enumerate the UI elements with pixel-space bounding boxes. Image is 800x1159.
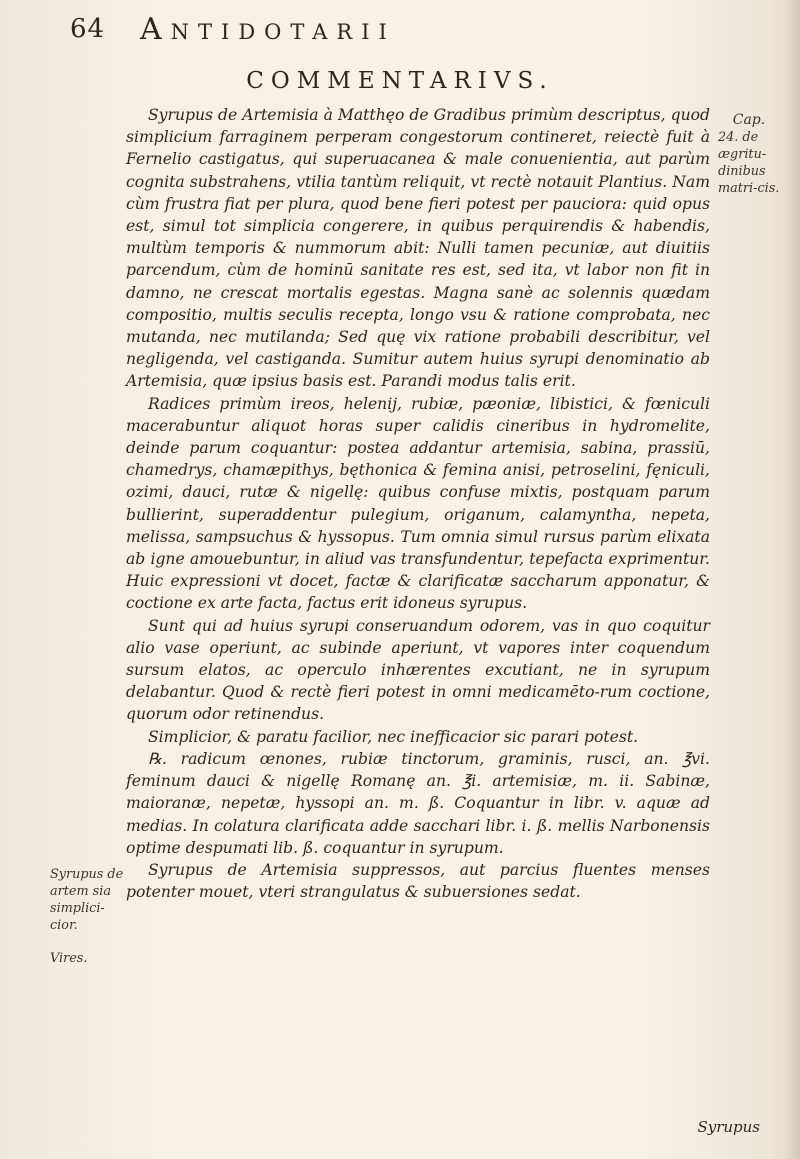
margin-note-left-vires: Vires. xyxy=(50,951,88,966)
page-number: 64 xyxy=(70,14,106,44)
running-title: Antidotarii xyxy=(140,12,396,47)
catchword: Syrupus xyxy=(697,1118,760,1136)
margin-note-left-simplicior: Syrupus de artem sia simplici-cior. xyxy=(50,867,124,933)
paragraph-virtues: Syrupus de Artemisia suppressos, aut parcius fluentes menses potenter mouet, vteri strangulatus & subuersiones sedat. xyxy=(126,860,710,902)
paragraph-preparation: Radices primùm ireos, helenij, rubiæ, pæoniæ, libistici, & fœniculi macerabuntur aliquot horas super calidis cineribus in hydromelite, deinde parum coquantur: postea addantur artemisia, sabina, prassiū, chamedrys, chamæpithys, bęthonica & femina anisi, petroselini, fęniculi, ozimi, dauci, rutæ & nigellę: quibus confuse mixtis, postquam parum bullierint, superaddentur pulegium, origanum, calamyntha, nepeta, melissa, sampsuchus & hyssopus. Tum omnia simul rursus parùm elixata ab igne amouebuntur, in aliud vas transfundentur, tepefacta exprimentur. Huic expressioni vt docet, factæ & clarificatæ saccharum apponatur, & coctione ex arte facta, factus erit idoneus syrupus. xyxy=(126,394,710,613)
paragraph-recipe: ℞. radicum œnones, rubiæ tinctorum, graminis, rusci, an. ℥vi. feminum dauci & nigellę Romanę an. ℥i. artemisiæ, m. ii. Sabinæ, maioranæ, nepetæ, hyssopi an. m. ß. Coquantur in libr. v. aquæ ad medias. In colatura clarificata adde sacchari libr. i. ß. mellis Narbonensis optime despumati lib. ß. coquantur in syrupum. xyxy=(126,749,710,857)
paragraph-odor: Sunt qui ad huius syrupi conseruandum odorem, vas in quo coquitur alio vase operiunt, ac subinde aperiunt, vt vapores inter coquendum sursum elatos, ac operculo inhærentes excutiant, ne in syrupum delabantur. Quod & rectè fieri potest in omni medicamēto-rum coctione, quorum odor retinendus. xyxy=(126,616,710,724)
page-edge-shadow xyxy=(786,0,800,1159)
paragraph-simplified: Simplicior, & paratu facilior, nec inefficacior sic parari potest. xyxy=(148,727,639,746)
margin-note-right-text: 24. de ægritu-dinibus matri-cis. xyxy=(718,130,780,196)
margin-note-cap-label: Cap. xyxy=(732,112,766,128)
commentary-body xyxy=(126,104,710,903)
paragraph-introduction: Syrupus de Artemisia à Matthęo de Gradibus primùm descriptus, quod simplicium farraginem perperam congestorum contineret, reiectè fuit à Fernelio castigatus, qui superuacanea & male conuenientia, aut parùm cognita substrahens, vtilia tantùm reliquit, vt rectè notauit Plantius. Nam cùm frustra fiat per plura, quod bene fieri potest per pauciora: quid opus est, simul tot simplicia congerere, in quibus perquirendis & habendis, multùm temporis & nummorum abit: Nulli tamen pecuniæ, aut diuitiis parcendum, cùm de hominū sanitate res est, sed ita, vt labor non fit in damno, ne crescat mortalis egestas. Magna sanè ac solennis quædam compositio, multis seculis recepta, longo vsu & ratione comprobata, nec mutanda, nec mutilanda; Sed quę vix ratione probabili describitur, vel negligenda, vel castiganda. Sumitur autem huius syrupi denominatio ab Artemisia, quæ ipsius basis est. Parandi modus talis erit. xyxy=(126,106,710,391)
section-title: COMMENTARIVS. xyxy=(246,68,554,94)
page-header xyxy=(70,12,770,48)
margin-note-right xyxy=(718,112,780,197)
